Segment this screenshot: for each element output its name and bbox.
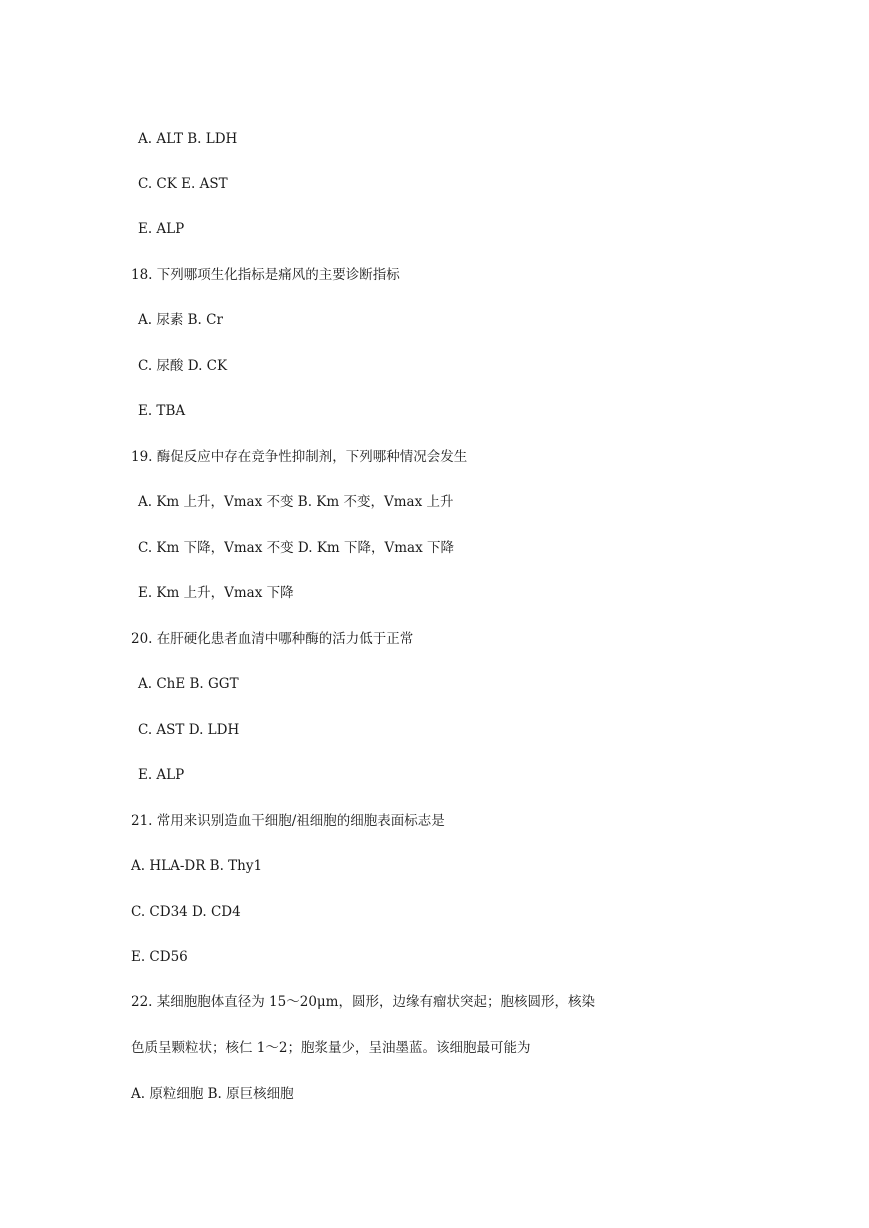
question-20: 20. 在肝硬化患者血清中哪种酶的活力低于正常 [131, 631, 414, 647]
q18-options-cd: C. 尿酸 D. CK [138, 358, 228, 374]
q19-option-e: E. Km 上升，Vmax 下降 [138, 585, 294, 601]
question-22-line-2: 色质呈颗粒状；核仁 1～2；胞浆量少，呈油墨蓝。该细胞最可能为 [131, 1040, 531, 1056]
q17-options-ce: C. CK E. AST [138, 176, 228, 192]
q18-options-ab: A. 尿素 B. Cr [138, 312, 223, 328]
question-18: 18. 下列哪项生化指标是痛风的主要诊断指标 [131, 267, 400, 283]
q20-options-ab: A. ChE B. GGT [138, 676, 239, 692]
q22-options-ab: A. 原粒细胞 B. 原巨核细胞 [131, 1086, 294, 1102]
q17-options-ab: A. ALT B. LDH [138, 131, 238, 147]
q20-options-cd: C. AST D. LDH [138, 722, 240, 738]
q21-options-cd: C. CD34 D. CD4 [131, 904, 241, 920]
question-22-line-1: 22. 某细胞胞体直径为 15～20μm，圆形，边缘有瘤状突起；胞核圆形，核染 [131, 994, 595, 1010]
q21-options-ab: A. HLA-DR B. Thy1 [131, 858, 263, 874]
q17-option-e: E. ALP [138, 221, 185, 237]
q18-option-e: E. TBA [138, 403, 186, 419]
q20-option-e: E. ALP [138, 767, 185, 783]
q21-option-e: E. CD56 [131, 949, 188, 965]
q19-options-cd: C. Km 下降，Vmax 不变 D. Km 下降，Vmax 下降 [138, 540, 455, 556]
q19-options-ab: A. Km 上升，Vmax 不变 B. Km 不变，Vmax 上升 [138, 494, 454, 510]
question-19: 19. 酶促反应中存在竞争性抑制剂，下列哪种情况会发生 [131, 449, 468, 465]
question-21: 21. 常用来识别造血干细胞/祖细胞的细胞表面标志是 [131, 813, 445, 829]
